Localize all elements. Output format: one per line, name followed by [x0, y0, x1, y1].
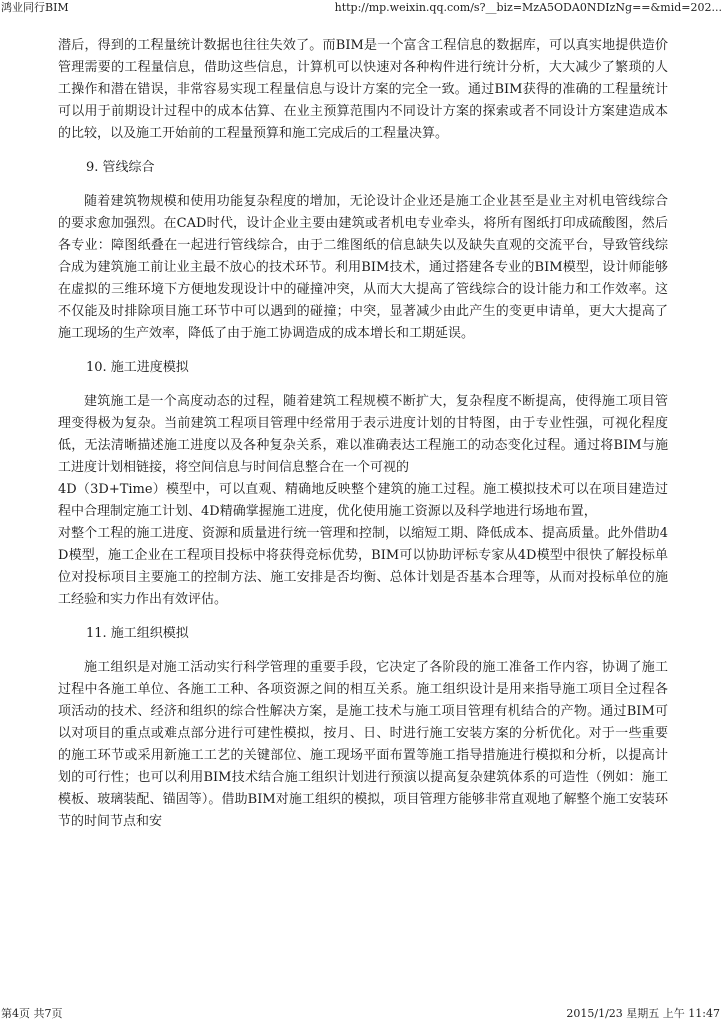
page-number: 第4页 共7页	[1, 1007, 63, 1020]
print-header	[0, 0, 724, 16]
paragraph-construction-schedule-4d: 4D（3D+Time）模型中，可以直观、精确地反映整个建筑的施工过程。施工模拟技术可以在项目建造过程中合理制定施工计划、4D精确掌握施工进度，优化使用施工资源以及科学地进行场地布置，	[58, 482, 668, 519]
paragraph-pipeline-integration: 随着建筑物规模和使用功能复杂程度的增加，无论设计企业还是施工企业甚至是业主对机电管线综合的要求愈加强烈。在CAD时代，设计企业主要由建筑或者机电专业牵头，将所有图纸打印成硫酸图，然后各专业：障图纸叠在一起进行管线综合，由于二维图纸的信息缺失以及缺失直观的交流平台，导致管线综合成为建筑施工前让业主最不放心的技术环节。利用BIM技术，通过搭建各专业的BIM模型，设计师能够在虚拟的三维环境下方便地发现设计中的碰撞冲突，从而大大提高了管线综合的设计能力和工作效率。这不仅能及时排除项目施工环节中可以遇到的碰撞；中突，显著减少由此产生的变更申请单，更大大提高了施工现场的生产效率，降低了由于施工协调造成的成本增长和工期延误。	[58, 194, 668, 341]
section-heading-construction-schedule: 10. 施工进度模拟	[86, 360, 189, 375]
article-body	[58, 35, 668, 845]
section-heading-pipeline-integration: 9. 管线综合	[86, 160, 155, 175]
print-timestamp: 2015/1/23 星期五 上午 11:47	[566, 1007, 720, 1020]
paragraph-construction-schedule-control: 对整个工程的施工进度、资源和质量进行统一管理和控制，以缩短工期、降低成本、提高质量。此外借助4D模型，施工企业在工程项目投标中将获得竞标优势，BIM可以协助评标专家从4D模型中很快了解投标单位对投标项目主要施工的控制方法、施工安排是否均衡、总体计划是否基本合理等，从而对投标单位的施工经验和实力作出有效评估。	[58, 526, 668, 607]
paragraph-construction-organization: 施工组织是对施工活动实行科学管理的重要手段，它决定了各阶段的施工准备工作内容，协调了施工过程中各施工单位、各施工工种、各项资源之间的相互关系。施工组织设计是用来指导施工项目全过程各项活动的技术、经济和组织的综合性解决方案，是施工技术与施工项目管理有机结合的产物。通过BIM可以对项目的重点或难点部分进行可建性模拟，按月、日、时进行施工安装方案的分析优化。对于一些重要的施工环节或采用新施工工艺的关键部位、施工现场平面布置等施工指导措施进行模拟和分析，以提高计划的可行性；也可以利用BIM技术结合施工组织计划进行预演以提高复杂建筑体系的可造性（例如：施工模板、玻璃装配、锚固等）。借助BIM对施工组织的模拟，项目管理方能够非常直观地了解整个施工安装环节的时间节点和安	[58, 660, 668, 829]
print-header-url[interactable]: http://mp.weixin.qq.com/s?__biz=MzA5ODA0NDIzNg==&mid=202...	[334, 1, 722, 14]
print-footer	[0, 1006, 724, 1022]
print-header-title: 鸿业同行BIM	[1, 1, 69, 14]
section-heading-construction-organization: 11. 施工组织模拟	[86, 626, 189, 641]
paragraph-quantity-stats: 潜后，得到的工程量统计数据也往往失效了。而BIM是一个富含工程信息的数据库，可以真实地提供造价管理需要的工程量信息，借助这些信息，计算机可以快速对各种构件进行统计分析，大大减少了繁琐的人工操作和潜在错误，非常容易实现工程量信息与设计方案的完全一致。通过BIM获得的准确的工程量统计可以用于前期设计过程中的成本估算、在业主预算范围内不同设计方案的探索或者不同设计方案建造成本的比较，以及施工开始前的工程量预算和施工完成后的工程量决算。	[58, 38, 668, 141]
paragraph-construction-schedule: 建筑施工是一个高度动态的过程，随着建筑工程规模不断扩大，复杂程度不断提高，使得施工项目管理变得极为复杂。当前建筑工程项目管理中经常用于表示进度计划的甘特图，由于专业性强，可视化程度低，无法清晰描述施工进度以及各种复杂关系，难以准确表达工程施工的动态变化过程。通过将BIM与施工进度计划相链接，将空间信息与时间信息整合在一个可视的	[58, 394, 668, 475]
